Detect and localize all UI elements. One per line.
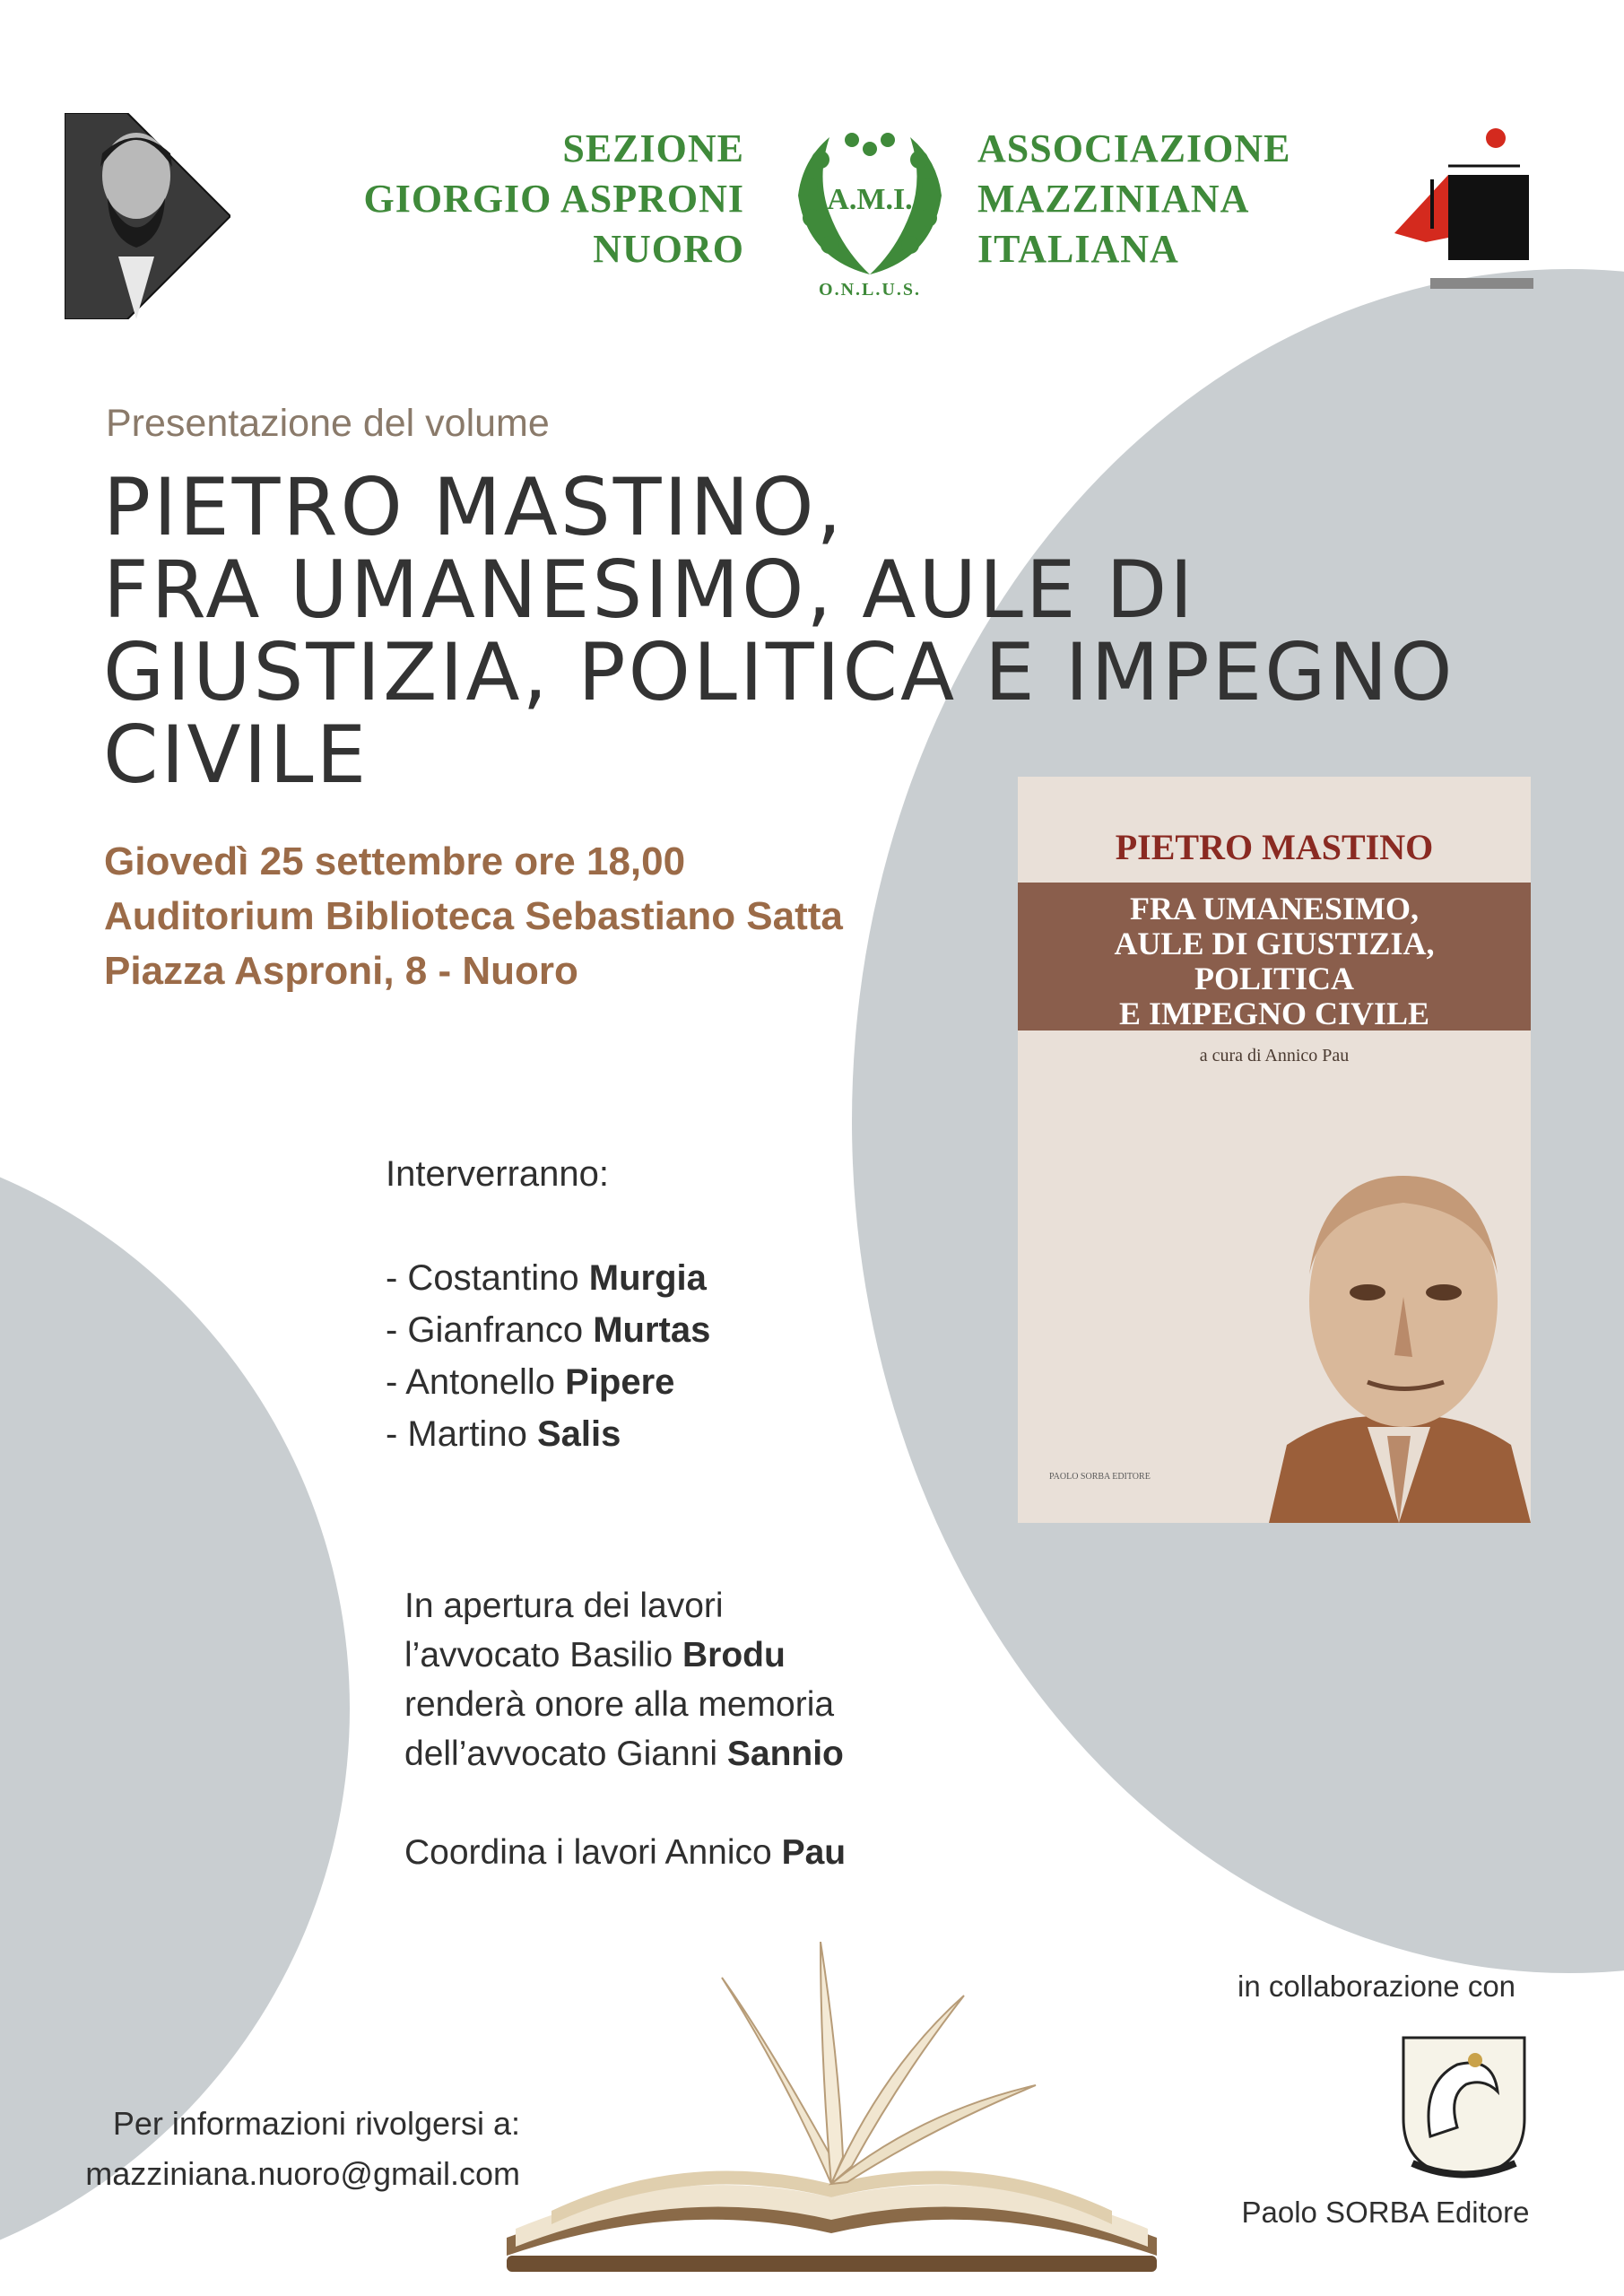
cover-title-line: AULE DI GIUSTIZIA, (1114, 926, 1435, 961)
cover-title-line: FRA UMANESIMO, (1130, 891, 1419, 926)
opening-line: In apertura dei lavori (404, 1587, 724, 1625)
speaker-last-name: Murtas (593, 1310, 711, 1350)
opening-name: Brodu (682, 1636, 786, 1674)
section-line: NUORO (593, 227, 744, 271)
coordinator-line (404, 1833, 846, 1873)
speakers-heading: Interverranno: (386, 1154, 610, 1194)
mazzini-portrait-logo (65, 113, 230, 319)
open-book-illustration (498, 1942, 1166, 2278)
event-date: Giovedì 25 settembre ore 18,00 (104, 839, 686, 883)
event-address: Piazza Asproni, 8 - Nuoro (104, 949, 578, 993)
cover-title (1018, 891, 1531, 1031)
contact-label: Per informazioni rivolgersi a: (112, 2105, 520, 2142)
event-venue: Auditorium Biblioteca Sebastiano Satta (104, 894, 843, 938)
title-line: CIVILE (103, 709, 369, 801)
event-details (104, 834, 843, 998)
speaker-item (386, 1408, 710, 1460)
opening-text: l’avvocato Basilio (404, 1636, 682, 1674)
book-title-heading (103, 461, 1583, 801)
cover-title-line: POLITICA (1194, 961, 1355, 996)
collaboration-label: in collaborazione con (1238, 1970, 1516, 2003)
cover-author: PIETRO MASTINO (1115, 827, 1434, 867)
speaker-first-name: - Costantino (386, 1258, 589, 1298)
sorba-editore-emblem (1394, 2029, 1533, 2181)
cover-publisher: PAOLO SORBA EDITORE (1049, 1472, 1151, 1482)
abstract-arts-logo (1394, 126, 1538, 291)
section-line: GIORGIO ASPRONI (363, 177, 744, 221)
speaker-last-name: Pipere (565, 1362, 675, 1402)
association-line: ITALIANA (977, 227, 1179, 271)
ami-logo-text: A.M.I. (827, 183, 913, 216)
sorba-editore-label: Paolo SORBA Editore (1241, 2196, 1530, 2229)
title-line: PIETRO MASTINO, (103, 461, 845, 553)
speaker-first-name: - Martino (386, 1414, 537, 1454)
section-line: SEZIONE (562, 126, 744, 170)
opening-line (404, 1631, 844, 1680)
speaker-last-name: Salis (536, 1414, 621, 1454)
section-name (224, 124, 744, 274)
title-line: GIUSTIZIA, POLITICA E IMPEGNO (103, 626, 1455, 718)
opening-name: Sannio (726, 1735, 844, 1773)
contact-email[interactable]: mazziniana.nuoro@gmail.com (85, 2155, 520, 2192)
presentation-subtitle: Presentazione del volume (106, 402, 550, 445)
association-name (977, 124, 1399, 274)
cover-portrait-illustration (1269, 1122, 1531, 1523)
speaker-first-name: - Antonello (386, 1362, 566, 1402)
association-line: MAZZINIANA (977, 177, 1250, 221)
speakers-list (386, 1148, 710, 1460)
title-line: FRA UMANESIMO, AULE DI (103, 544, 1196, 636)
opening-text: dell’avvocato Gianni (404, 1735, 727, 1773)
coordinator-name: Pau (781, 1833, 847, 1872)
book-cover-image (1018, 777, 1531, 1523)
opening-line: renderà onore alla memoria (404, 1685, 835, 1724)
opening-tribute (404, 1581, 844, 1779)
speaker-last-name: Murgia (588, 1258, 707, 1298)
ami-wreath-logo (780, 124, 960, 281)
speaker-item (386, 1304, 710, 1356)
speaker-first-name: - Gianfranco (386, 1310, 594, 1350)
onlus-label: O.N.L.U.S. (819, 280, 921, 300)
contact-info (63, 2099, 520, 2199)
cover-curator: a cura di Annico Pau (1199, 1046, 1350, 1065)
speaker-item (386, 1356, 710, 1408)
cover-title-line: E IMPEGNO CIVILE (1118, 996, 1430, 1031)
coordinator-text: Coordina i lavori Annico (404, 1833, 782, 1872)
opening-line (404, 1729, 844, 1779)
speaker-item (386, 1252, 710, 1304)
association-line: ASSOCIAZIONE (977, 126, 1291, 170)
